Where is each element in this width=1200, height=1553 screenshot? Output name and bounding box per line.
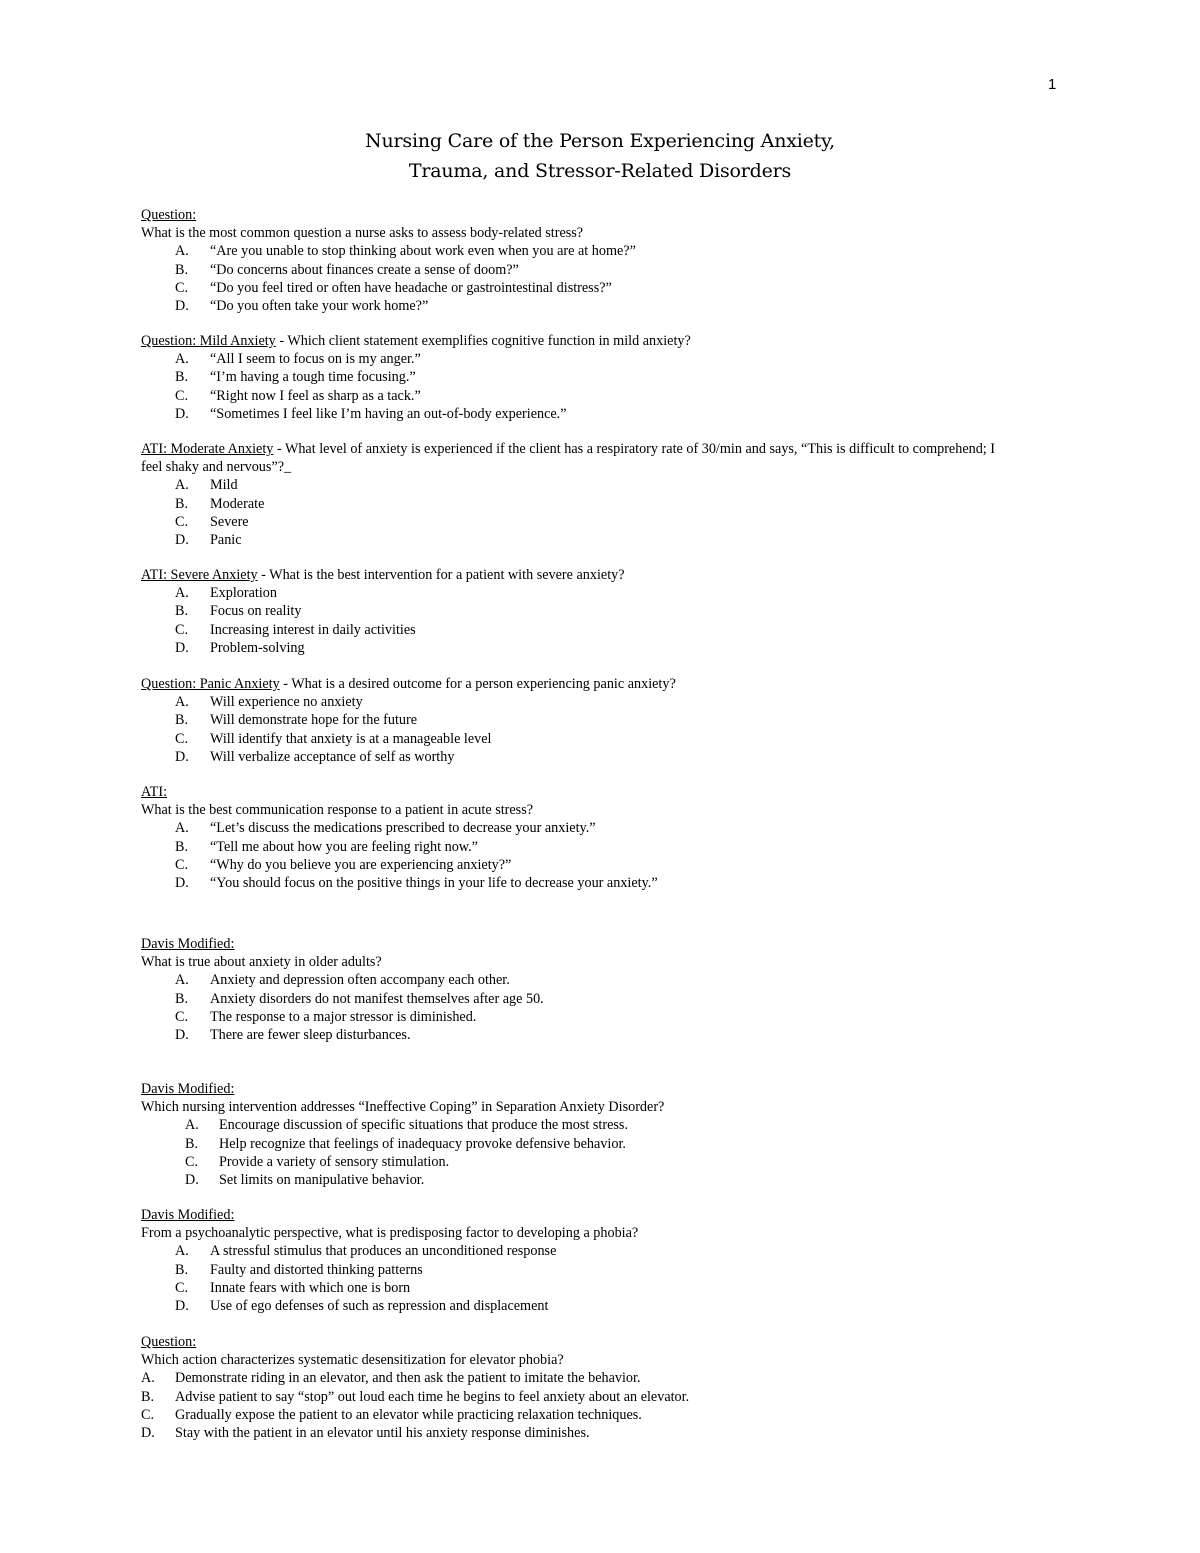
option-text: Will experience no anxiety xyxy=(210,694,363,711)
answer-option-d xyxy=(141,1297,1021,1315)
option-letter: A. xyxy=(175,972,189,989)
answer-option-a xyxy=(141,584,1021,602)
question-stem: Which nursing intervention addresses “Ineffective Coping” in Separation Anxiety Disorder? xyxy=(141,1099,665,1116)
option-text: “All I seem to focus on is my anger.” xyxy=(210,351,421,368)
answer-option-a xyxy=(141,1116,1021,1134)
question-block-9 xyxy=(141,1206,1021,1315)
answer-option-a xyxy=(141,1242,1021,1260)
option-text: Problem-solving xyxy=(210,639,305,656)
option-text: “Do you often take your work home?” xyxy=(210,297,429,314)
option-text: Use of ego defenses of such as repression and displacement xyxy=(210,1297,549,1314)
question-label: Question: xyxy=(141,1334,197,1350)
option-letter: D. xyxy=(175,297,189,314)
document-title xyxy=(0,126,1200,186)
answer-option-c xyxy=(141,1008,1021,1026)
answer-option-d xyxy=(141,297,1021,315)
option-letter: B. xyxy=(141,1388,155,1405)
option-letter: B. xyxy=(175,990,189,1007)
answer-option-a xyxy=(141,242,1021,260)
answer-option-a xyxy=(141,1369,1021,1387)
option-letter: C. xyxy=(175,1008,189,1025)
question-label: Davis Modified: xyxy=(141,1207,235,1223)
option-letter: B. xyxy=(175,603,189,620)
question-stem: - What is the best intervention for a patient with severe anxiety? xyxy=(257,567,625,583)
option-letter: A. xyxy=(175,694,189,711)
question-block-1 xyxy=(141,206,1021,315)
option-text: “Tell me about how you are feeling right now.” xyxy=(210,838,478,855)
answer-option-a xyxy=(141,971,1021,989)
question-block-7 xyxy=(141,935,1021,1044)
answer-option-b xyxy=(141,711,1021,729)
question-label: Davis Modified: xyxy=(141,1081,235,1097)
question-block-6 xyxy=(141,783,1021,892)
option-text: Moderate xyxy=(210,495,265,512)
question-block-2 xyxy=(141,332,1021,423)
answer-option-a xyxy=(141,819,1021,837)
option-letter: D. xyxy=(175,405,189,422)
title-line-2: Trauma, and Stressor-Related Disorders xyxy=(408,160,792,182)
option-text: Advise patient to say “stop” out loud each time he begins to feel anxiety about an elevator. xyxy=(175,1388,690,1405)
option-letter: B. xyxy=(175,838,189,855)
option-letter: C. xyxy=(175,1279,189,1296)
answer-option-b xyxy=(141,261,1021,279)
option-text: A stressful stimulus that produces an unconditioned response xyxy=(210,1243,557,1260)
answer-option-a xyxy=(141,350,1021,368)
option-text: “Right now I feel as sharp as a tack.” xyxy=(210,387,421,404)
option-text: Encourage discussion of specific situations that produce the most stress. xyxy=(219,1117,628,1134)
option-text: There are fewer sleep disturbances. xyxy=(210,1026,411,1043)
option-text: “Do concerns about finances create a sense of doom?” xyxy=(210,261,519,278)
answer-option-d xyxy=(141,1026,1021,1044)
option-letter: C. xyxy=(185,1153,199,1170)
answer-option-b xyxy=(141,1135,1021,1153)
answer-option-c xyxy=(141,1279,1021,1297)
option-letter: B. xyxy=(185,1135,199,1152)
option-letter: C. xyxy=(175,387,189,404)
answer-option-b xyxy=(141,1388,1021,1406)
answer-option-c xyxy=(141,1153,1021,1171)
option-letter: A. xyxy=(185,1117,199,1134)
option-text: Provide a variety of sensory stimulation. xyxy=(219,1153,450,1170)
answer-option-d xyxy=(141,531,1011,549)
answer-option-d xyxy=(141,639,1021,657)
option-letter: B. xyxy=(175,1261,189,1278)
option-letter: C. xyxy=(175,279,189,296)
title-line-1: Nursing Care of the Person Experiencing Anxiety, xyxy=(365,130,835,152)
answer-option-c xyxy=(141,1406,1021,1424)
question-stem: What is true about anxiety in older adults? xyxy=(141,954,382,971)
option-text: Demonstrate riding in an elevator, and then ask the patient to imitate the behavior. xyxy=(175,1370,641,1387)
option-letter: D. xyxy=(175,639,189,656)
answer-option-c xyxy=(141,856,1021,874)
option-letter: D. xyxy=(175,1026,189,1043)
option-letter: A. xyxy=(175,477,189,494)
answer-option-c xyxy=(141,279,1021,297)
question-label: Question: xyxy=(141,207,197,223)
question-block-4 xyxy=(141,566,1021,657)
option-letter: D. xyxy=(141,1424,155,1441)
option-text: “I’m having a tough time focusing.” xyxy=(210,369,416,386)
option-letter: C. xyxy=(175,730,189,747)
question-block-8 xyxy=(141,1080,1021,1189)
question-label: ATI: Moderate Anxiety xyxy=(141,441,274,457)
option-letter: A. xyxy=(175,1243,189,1260)
option-text: “Do you feel tired or often have headache or gastrointestinal distress?” xyxy=(210,279,612,296)
option-letter: D. xyxy=(175,874,189,891)
option-letter: B. xyxy=(175,261,189,278)
option-text: Faulty and distorted thinking patterns xyxy=(210,1261,423,1278)
option-text: “Why do you believe you are experiencing anxiety?” xyxy=(210,856,512,873)
answer-option-b xyxy=(141,990,1021,1008)
answer-option-b xyxy=(141,838,1021,856)
answer-option-b xyxy=(141,602,1021,620)
question-label: ATI: xyxy=(141,784,168,800)
answer-option-b xyxy=(141,368,1021,386)
option-text: Set limits on manipulative behavior. xyxy=(219,1171,425,1188)
option-text: Mild xyxy=(210,477,238,494)
option-letter: A. xyxy=(175,820,189,837)
question-block-10 xyxy=(141,1333,1021,1442)
answer-option-d xyxy=(141,1424,1021,1442)
option-letter: D. xyxy=(175,1297,189,1314)
option-text: “Are you unable to stop thinking about work even when you are at home?” xyxy=(210,243,636,260)
answer-option-a xyxy=(141,476,1011,494)
answer-option-d xyxy=(141,405,1021,423)
option-text: Stay with the patient in an elevator until his anxiety response diminishes. xyxy=(175,1424,590,1441)
answer-option-a xyxy=(141,693,1021,711)
option-letter: D. xyxy=(175,531,189,548)
option-letter: D. xyxy=(175,748,189,765)
option-letter: C. xyxy=(175,513,189,530)
option-text: Anxiety and depression often accompany each other. xyxy=(210,972,510,989)
question-stem: - What is a desired outcome for a person experiencing panic anxiety? xyxy=(279,676,676,692)
option-text: Increasing interest in daily activities xyxy=(210,621,416,638)
question-block-3 xyxy=(141,440,1011,549)
answer-option-b xyxy=(141,1261,1021,1279)
option-letter: D. xyxy=(185,1171,199,1188)
option-text: Exploration xyxy=(210,585,277,602)
answer-option-c xyxy=(141,730,1021,748)
question-label: Question: Mild Anxiety xyxy=(141,333,276,349)
option-text: Innate fears with which one is born xyxy=(210,1279,411,1296)
option-letter: A. xyxy=(141,1370,155,1387)
answer-option-d xyxy=(141,748,1021,766)
option-text: Will verbalize acceptance of self as worthy xyxy=(210,748,455,765)
question-stem: From a psychoanalytic perspective, what is predisposing factor to developing a phobia? xyxy=(141,1225,639,1242)
question-stem: What is the most common question a nurse asks to assess body-related stress? xyxy=(141,225,584,242)
answer-option-d xyxy=(141,1171,1021,1189)
option-letter: C. xyxy=(141,1406,155,1423)
question-label: Question: Panic Anxiety xyxy=(141,676,280,692)
option-letter: A. xyxy=(175,243,189,260)
question-label: ATI: Severe Anxiety xyxy=(141,567,258,583)
question-stem: - What level of anxiety is experienced if the client has a respiratory rate of 30/min and says, “This is difficult to comprehend; I feel shaky and nervous”?_ xyxy=(141,441,996,476)
option-text: Will identify that anxiety is at a manageable level xyxy=(210,730,492,747)
option-text: Panic xyxy=(210,531,242,548)
option-text: The response to a major stressor is diminished. xyxy=(210,1008,477,1025)
option-text: Anxiety disorders do not manifest themselves after age 50. xyxy=(210,990,544,1007)
option-letter: A. xyxy=(175,351,189,368)
answer-option-c xyxy=(141,621,1021,639)
option-letter: A. xyxy=(175,585,189,602)
question-stem: Which action characterizes systematic desensitization for elevator phobia? xyxy=(141,1352,564,1369)
option-letter: C. xyxy=(175,621,189,638)
answer-option-c xyxy=(141,387,1021,405)
question-stem: What is the best communication response to a patient in acute stress? xyxy=(141,802,534,819)
option-text: Help recognize that feelings of inadequacy provoke defensive behavior. xyxy=(219,1135,626,1152)
option-text: Severe xyxy=(210,513,249,530)
option-text: “Let’s discuss the medications prescribed to decrease your anxiety.” xyxy=(210,820,596,837)
option-letter: C. xyxy=(175,856,189,873)
option-letter: B. xyxy=(175,712,189,729)
option-text: “You should focus on the positive things in your life to decrease your anxiety.” xyxy=(210,874,658,891)
page-number: 1 xyxy=(1048,76,1057,93)
option-text: “Sometimes I feel like I’m having an out-of-body experience.” xyxy=(210,405,567,422)
answer-option-d xyxy=(141,874,1021,892)
option-text: Focus on reality xyxy=(210,603,302,620)
question-block-5 xyxy=(141,675,1021,766)
option-text: Gradually expose the patient to an elevator while practicing relaxation techniques. xyxy=(175,1406,642,1423)
option-text: Will demonstrate hope for the future xyxy=(210,712,418,729)
question-stem: - Which client statement exemplifies cognitive function in mild anxiety? xyxy=(275,333,691,349)
answer-option-b xyxy=(141,495,1011,513)
question-label: Davis Modified: xyxy=(141,936,235,952)
answer-option-c xyxy=(141,513,1011,531)
option-letter: B. xyxy=(175,495,189,512)
option-letter: B. xyxy=(175,369,189,386)
